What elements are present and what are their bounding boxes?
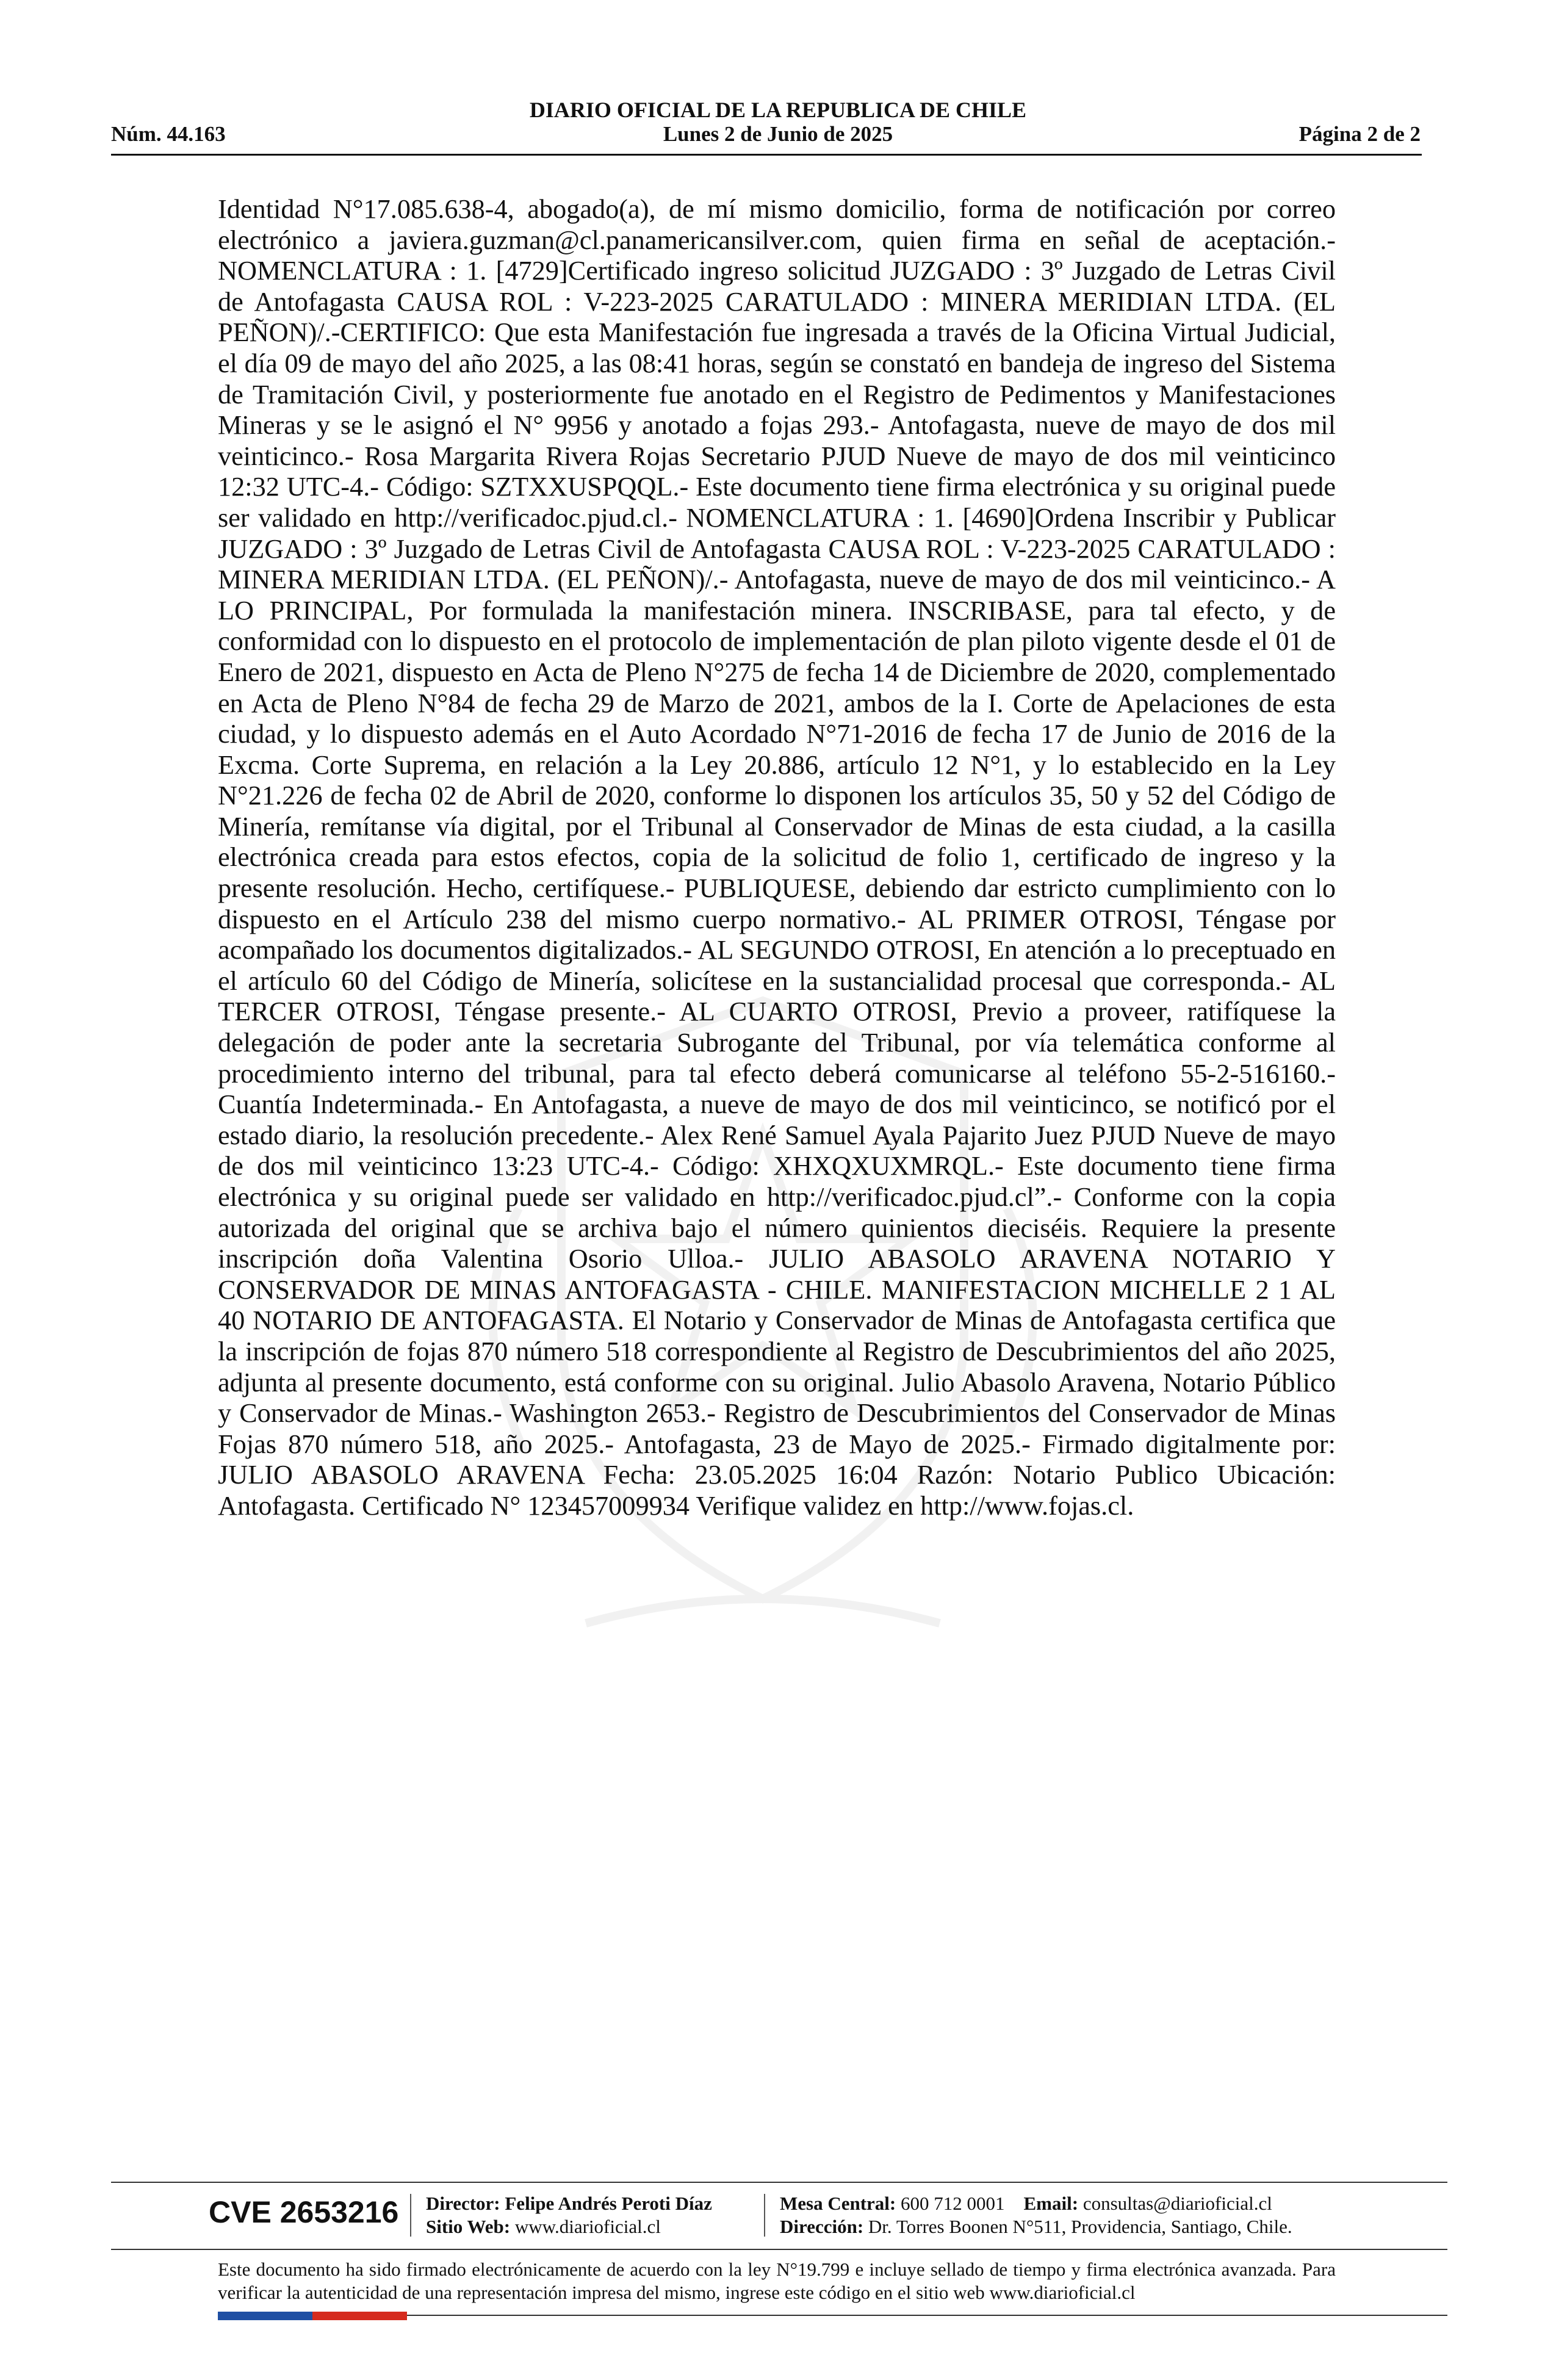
- address-label: Dirección:: [780, 2216, 864, 2237]
- issue-number: Núm. 44.163: [111, 122, 226, 146]
- mesa-label: Mesa Central:: [780, 2193, 896, 2214]
- website-link[interactable]: www.diarioficial.cl: [514, 2216, 661, 2237]
- footer-divider-middle: [111, 2249, 1447, 2250]
- footer-divider-top: [111, 2182, 1447, 2183]
- footer-contact-block: [780, 2192, 1292, 2238]
- footer-separator: [410, 2194, 411, 2237]
- flag-blue-segment: [218, 2312, 312, 2320]
- address-value: Dr. Torres Boonen N°511, Providencia, Santiago, Chile.: [868, 2216, 1292, 2237]
- chile-flag-stripe: [218, 2312, 407, 2320]
- publication-title: DIARIO OFICIAL DE LA REPUBLICA DE CHILE: [529, 98, 1027, 122]
- website-label: Sitio Web:: [426, 2216, 511, 2237]
- issue-date: Lunes 2 de Junio de 2025: [663, 122, 893, 146]
- flag-red-segment: [312, 2312, 407, 2320]
- email-label: Email:: [1023, 2193, 1079, 2214]
- header-divider: [111, 154, 1422, 156]
- director-label: Director: Felipe Andrés Peroti Díaz: [426, 2193, 712, 2214]
- document-body: Identidad N°17.085.638-4, abogado(a), de mí mismo domicilio, forma de notificación por correo electrónico a javiera.guzman@cl.panamericansilver.com, quien firma en señal de aceptación.- NOMENCLATURA : 1. [4729]Certificado ingreso solicitud JUZGADO : 3º Juzgado de Letras Civil de Antofagasta CAUSA ROL : V-223-2025 CARATULADO : MINERA MERIDIAN LTDA. (EL PEÑON)/.-CERTIFICO: Que esta Manifestación fue ingresada a través de la Oficina Virtual Judicial, el día 09 de mayo del año 2025, a las 08:41 horas, según se constató en bandeja de ingreso del Sistema de Tramitación Civil, y posteriormente fue anotado en el Registro de Pedimentos y Manifestaciones Mineras y se le asignó el N° 9956 y anotado a fojas 293.- Antofagasta, nueve de mayo de dos mil veinticinco.- Rosa Margarita Rivera Rojas Secretario PJUD Nueve de mayo de dos mil veinticinco 12:32 UTC-4.- Código: SZTXXUSPQQL.- Este documento tiene firma electrónica y su original puede ser validado en http://verificadoc.pjud.cl.- NOMENCLATURA : 1. [4690]Ordena Inscribir y Publicar JUZGADO : 3º Juzgado de Letras Civil de Antofagasta CAUSA ROL : V-223-2025 CARATULADO : MINERA MERIDIAN LTDA. (EL PEÑON)/.- Antofagasta, nueve de mayo de dos mil veinticinco.- A LO PRINCIPAL, Por formulada la manifestación minera. INSCRIBASE, para tal efecto, y de conformidad con lo dispuesto en el protocolo de implementación de plan piloto vigente desde el 01 de Enero de 2021, dispuesto en Acta de Pleno N°275 de fecha 14 de Diciembre de 2020, complementado en Acta de Pleno N°84 de fecha 29 de Marzo de 2021, ambos de la I. Corte de Apelaciones de esta ciudad, y lo dispuesto además en el Auto Acordado N°71-2016 de fecha 17 de Junio de 2016 de la Excma. Corte Suprema, en relación a la Ley 20.886, artículo 12 N°1, y lo establecido en la Ley N°21.226 de fecha 02 de Abril de 2020, conforme lo disponen los artículos 35, 50 y 52 del Código de Minería, remítanse vía digital, por el Tribunal al Conservador de Minas de esta ciudad, a la casilla electrónica creada para estos efectos, copia de la solicitud de folio 1, certificado de ingreso y la presente resolución. Hecho, certifíquese.- PUBLIQUESE, debiendo dar estricto cumplimiento con lo dispuesto en el Artículo 238 del mismo cuerpo normativo.- AL PRIMER OTROSI, Téngase por acompañado los documentos digitalizados.- AL SEGUNDO OTROSI, En atención a lo preceptuado en el artículo 60 del Código de Minería, solicítese en la sustancialidad procesal que corresponda.- AL TERCER OTROSI, Téngase presente.- AL CUARTO OTROSI, Previo a proveer, ratifíquese la delegación de poder ante la secretaria Subrogante del Tribunal, por vía telemática conforme al procedimiento interno del tribunal, para tal efecto deberá comunicarse al teléfono 55-2-516160.- Cuantía Indeterminada.- En Antofagasta, a nueve de mayo de dos mil veinticinco, se notificó por el estado diario, la resolución precedente.- Alex René Samuel Ayala Pajarito Juez PJUD Nueve de mayo de dos mil veinticinco 13:23 UTC-4.- Código: XHXQXUXMRQL.- Este documento tiene firma electrónica y su original puede ser validado en http://verificadoc.pjud.cl”.- Conforme con la copia autorizada del original que se archiva bajo el número quinientos dieciséis. Requiere la presente inscripción doña Valentina Osorio Ulloa.- JULIO ABASOLO ARAVENA NOTARIO Y CONSERVADOR DE MINAS ANTOFAGASTA - CHILE. MANIFESTACION MICHELLE 2 1 AL 40 NOTARIO DE ANTOFAGASTA. El Notario y Conservador de Minas de Antofagasta certifica que la inscripción de fojas 870 número 518 correspondiente al Registro de Descubrimientos del año 2025, adjunta al presente documento, está conforme con su original. Julio Abasolo Aravena, Notario Público y Conservador de Minas.- Washington 2653.- Registro de Descubrimientos del Conservador de Minas Fojas 870 número 518, año 2025.- Antofagasta, 23 de Mayo de 2025.- Firmado digitalmente por: JULIO ABASOLO ARAVENA Fecha: 23.05.2025 16:04 Razón: Notario Publico Ubicación: Antofagasta. Certificado N° 123457009934 Verifique validez en http://www.fojas.cl.: [218, 194, 1336, 1521]
- footer-separator: [764, 2194, 765, 2237]
- footer-director-block: [426, 2192, 712, 2238]
- mesa-phone: 600 712 0001: [901, 2193, 1005, 2214]
- cve-code: CVE 2653216: [209, 2195, 399, 2229]
- email-link[interactable]: consultas@diarioficial.cl: [1082, 2193, 1272, 2214]
- signature-notice: Este documento ha sido firmado electrónicamente de acuerdo con la ley N°19.799 e incluye sellado de tiempo y firma electrónica avanzada. Para verificar la autenticidad de una representación impresa del mismo, ingrese este código en el sitio web www.diarioficial.cl: [218, 2259, 1336, 2303]
- footer-divider-bottom: [407, 2315, 1447, 2316]
- page-indicator: Página 2 de 2: [1298, 122, 1421, 146]
